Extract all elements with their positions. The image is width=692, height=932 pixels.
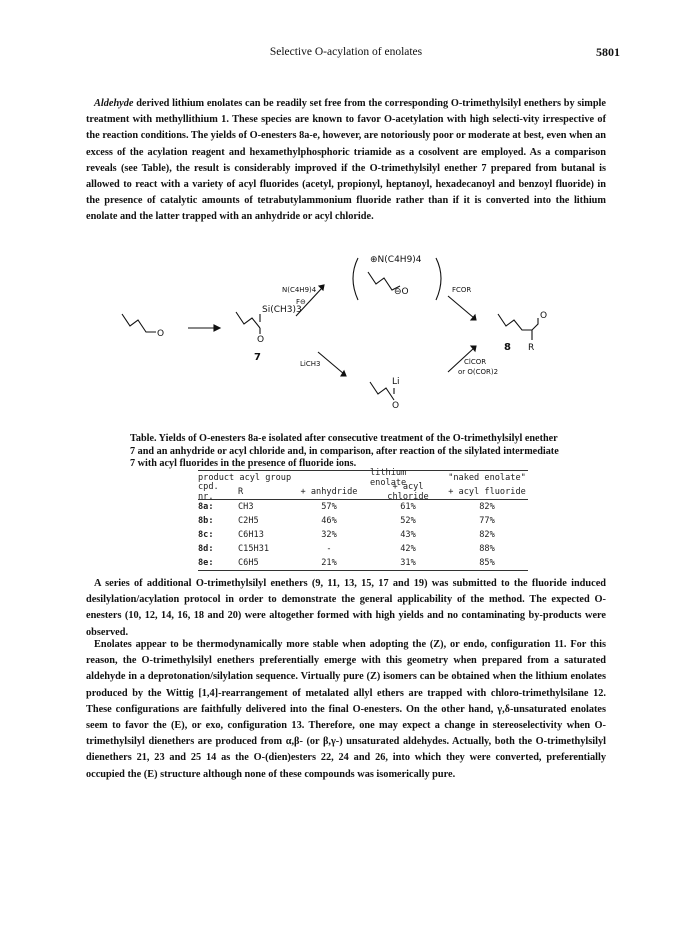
arrow-head-fluoride-up — [319, 285, 324, 290]
paragraph-intro-text: derived lithium enolates can be readily set free from the corresponding O-trimethylsilyl enethers by simple treatment with methyllithium 1. These species are known to favor O-acetylation with high selecti-vity irrespective of the reaction conditions. The yields of O-enesters 8a-e, however, are notoriously poor or moderate at best, even when an excess of the acylation reagent and hexamethylphosphoric triamide as a cosolvent are employed. As a comparison reveals (see Table), the result is considerably improved if the O-trimethylsilyl enether 7 prepared from butanal is allowed to react with a variety of acyl fluorides (acetyl, propionyl, heptanoyl, hexadecanoyl and benzoyl fluoride) in the presence of catalytic amounts of tetrabutylammonium fluoride rather than if it is converted into the lithium enolate and the latter trapped with an anhydride or acyl chloride. — [86, 98, 606, 223]
lithium-enolate-oxygen-label: O — [392, 401, 400, 411]
header-anhydride: + anhydride — [300, 487, 358, 497]
silyl-group-label: Si(CH3)3 — [262, 305, 302, 315]
table-header-row-1 — [198, 468, 528, 488]
table-row — [198, 556, 528, 570]
page-number: 5801 — [596, 45, 620, 59]
cell-acyl-fluoride: 82% — [479, 502, 495, 512]
header-lithium-enolate: lithium enolate — [370, 468, 407, 488]
running-title: Selective O-acylation of enolates — [269, 46, 423, 58]
cell-compound: 8d: — [198, 544, 214, 554]
cell-compound: 8a: — [198, 502, 214, 512]
silyl-enether-chain — [236, 312, 260, 328]
arrow-lithiation — [318, 352, 344, 374]
cell-acyl-fluoride: 77% — [479, 516, 495, 526]
yield-table — [198, 470, 528, 571]
cell-acyl-fluoride: 85% — [479, 558, 495, 568]
butanal-oxygen-label: O — [157, 329, 165, 339]
cell-r: C6H13 — [238, 530, 264, 540]
cell-compound: 8e: — [198, 558, 214, 568]
table-bottom-rule — [198, 570, 528, 571]
table-row — [198, 528, 528, 542]
header-r: R — [238, 487, 244, 497]
table-header-row-2 — [198, 482, 528, 502]
enester-product-chain — [498, 314, 538, 330]
cell-compound: 8b: — [198, 516, 214, 526]
acyl-r-label: R — [528, 343, 535, 353]
cell-compound: 8c: — [198, 530, 214, 540]
cell-r: CH3 — [238, 502, 254, 512]
bracket-left — [353, 258, 358, 300]
header-acyl-chloride: + acyl chloride — [387, 482, 429, 502]
paragraph-intro — [86, 96, 606, 226]
paragraph-configuration: Enolates appear to be thermodynamically more stable when adopting the (Z), or endo, configuration 11. For this reason, the O-trimethylsilyl enethers preferentially emerge with this geometry when prepared from a saturated aldehyde in a deprotonation/silylation sequence. Virtually pure (Z) isomers can be obtained when the lithium enolates produced by the Wittig [1,4]-rearrangement of metalated allyl ethers are trapped with chloro-trimethylsilane 12. These configurations are faithfully delivered into the final O-enesters. On the other hand, γ,δ-unsaturated enolates seem to favor the (E), or exo, configuration 13. Therefore, one may expect a change in stereoselectivity when O-trimethylsilyl dienethers are produced from α,β- (or β,γ-) unsaturated aldehydes. Actually, both the O-trimethylsilyl dienethers 21, 23 and 25 14 as the O-(dien)esters 22, 24 and 26, into which they were converted, preferentially occupied the (E) structure although none of these compounds was isomerically pure. — [86, 639, 606, 780]
cell-anhydride: 21% — [321, 558, 337, 568]
lithium-label: Li — [392, 377, 400, 387]
anhydride-label: or O(COR)2 — [458, 368, 499, 376]
butanal-structure — [122, 314, 156, 332]
arrow-head-silylation — [214, 325, 220, 331]
cell-acyl-fluoride: 88% — [479, 544, 495, 554]
table-row — [198, 500, 528, 514]
acyl-chloride-label: ClCOR — [464, 358, 487, 366]
cell-anhydride: - — [326, 544, 332, 554]
table-row — [198, 514, 528, 528]
reaction-scheme-drawing — [86, 248, 606, 424]
reaction-scheme — [86, 248, 606, 424]
cell-acyl-chloride: 42% — [400, 544, 416, 554]
cell-r: C15H31 — [238, 544, 270, 554]
cell-anhydride: 57% — [321, 502, 337, 512]
header-product-acyl: product acyl group — [198, 473, 292, 483]
compound-8-label: 8 — [504, 342, 511, 353]
naked-enolate-cation-label: ⊕N(C4H9)4 — [370, 255, 422, 265]
cell-r: C6H5 — [238, 558, 259, 568]
table-caption: Table. Yields of O-enesters 8a-e isolated after consecutive treatment of the O-trimethylsilyl enether 7 and an anhydride or acyl chloride and, in comparison, after reaction of the silylated intermediate 7 with acyl fluorides in the presence of fluoride ions. — [130, 433, 559, 469]
arrow-acyl-fluoride — [448, 296, 474, 318]
cell-acyl-chloride: 52% — [400, 516, 416, 526]
cell-anhydride: 32% — [321, 530, 337, 540]
cell-anhydride: 46% — [321, 516, 337, 526]
header-acyl-fluoride: + acyl fluoride — [448, 487, 526, 497]
table-row — [198, 542, 528, 556]
naked-enolate-anion-label: ⊖O — [394, 287, 409, 297]
fluoride-label: F⊖ — [296, 298, 306, 306]
silyl-oxygen-label: O — [257, 335, 265, 345]
cell-acyl-fluoride: 82% — [479, 530, 495, 540]
header-naked-enolate: "naked enolate" — [448, 473, 526, 483]
enester-oxygen-label: O — [540, 311, 548, 321]
cell-acyl-chloride: 43% — [400, 530, 416, 540]
compound-7-label: 7 — [254, 352, 261, 363]
header-cpd-nr: cpd. nr. — [198, 482, 219, 502]
tbaf-cation-label: N(C4H9)4 — [282, 286, 317, 294]
cell-acyl-chloride: 61% — [400, 502, 416, 512]
cell-r: C2H5 — [238, 516, 259, 526]
acyl-fluoride-label: FCOR — [452, 286, 472, 294]
lithium-enolate-chain — [370, 382, 394, 400]
cell-acyl-chloride: 31% — [400, 558, 416, 568]
paragraph-series: A series of additional O-trimethylsilyl enethers (9, 11, 13, 15, 17 and 19) was submitted to the fluoride induced desilylation/acylation protocol in order to demonstrate the general applicability of the method. The expected O-enesters (10, 12, 14, 16, 18 and 20) were altogether formed with high yields and no contaminating by-products were observed. — [86, 578, 606, 638]
paragraph-lead-word: Aldehyde — [94, 98, 134, 109]
methyllithium-label: LiCH3 — [300, 360, 321, 368]
bracket-right — [436, 258, 441, 300]
